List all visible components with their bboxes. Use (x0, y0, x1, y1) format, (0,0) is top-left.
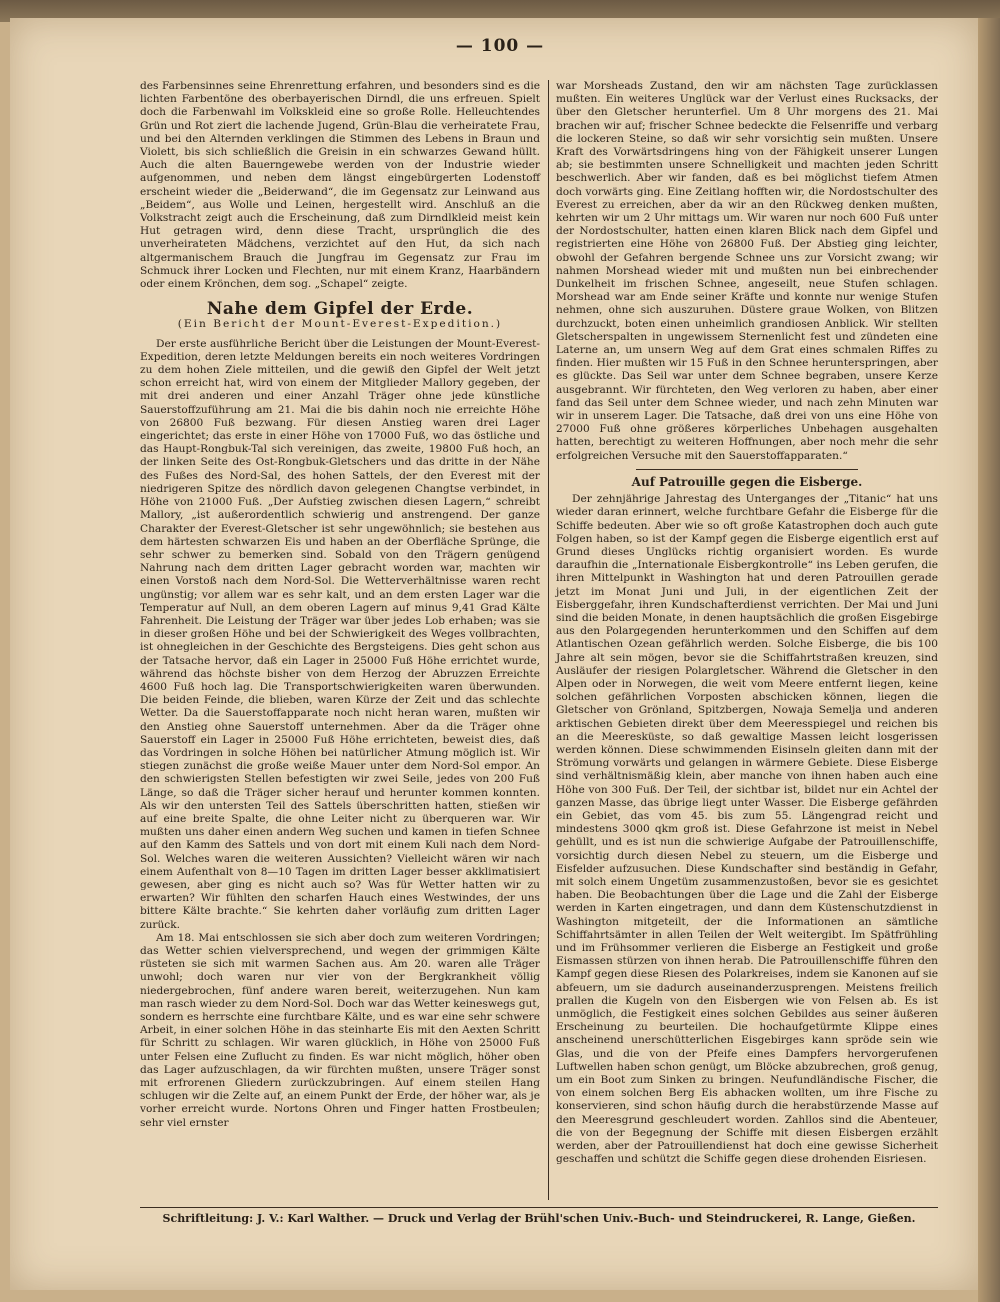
intro-paragraph: des Farbensinnes seine Ehrenrettung erfahren, und besonders sind es die lichten Farbentöne des oberbayerischen Dirndl, die uns erfreuen. Spielt doch die Farbenwahl im Volkskleid eine so große Rolle. Helleuchtendes Grün und Rot ziert die lachende Jugend, Grün-Blau die verheiratete Frau, und bei den Alternden verklingen die Stimmen des Lebens in Braun und Violett, bis sich schließlich die Greisin in ein schwarzes Gewand hüllt. Auch die alten Bauerngewebe werden von der Industrie wieder aufgenommen, und neben dem längst eingebürgerten Lodenstoff erscheint wieder die „Beiderwand“, die im Gegensatz zur Leinwand aus „Beidem“, aus Wolle und Leinen, hergestellt wird. Anschluß an die Volkstracht zeigt auch die Erscheinung, daß zum Dirndlkleid meist kein Hut getragen wird, denn diese Tracht, ursprünglich die des unverheirateten Mädchens, verzichtet auf den Hut, da sich nach altgermanischem Brauch die Jungfrau im Gegensatz zur Frau im Schmuck ihrer Locken und Flechten, nur mit einem Kranz, Haarbändern oder einem Krönchen, dem sog. „Schapel“ zeigte. (140, 80, 540, 291)
article-separator (636, 469, 858, 470)
left-column (140, 80, 540, 1130)
page-edge-right (978, 18, 1000, 1302)
everest-paragraph-2: Am 18. Mai entschlossen sie sich aber doch zum weiteren Vordringen; das Wetter schien vielversprechend, und wegen der grimmigen Kälte rüsteten sie sich mit warmen Sachen aus. Am 20. waren alle Träger unwohl; doch waren nur vier von der Bergkrankheit völlig niedergebrochen, fünf andere waren bereit, weiterzugehen. Nun kam man rasch wieder zu dem Nord-Sol. Doch war das Wetter keineswegs gut, sondern es herrschte eine furchtbare Kälte, und es war eine sehr schwere Arbeit, in einer solchen Höhe in das steinharte Eis mit den Aexten Schritt für Schritt zu schlagen. Wir waren glücklich, in Höhe von 25000 Fuß unter Felsen eine Zuflucht zu finden. Es war nicht möglich, höher oben das Lager aufzuschlagen, da wir fürchten mußten, unsere Träger sonst mit erfrorenen Gliedern zurückzubringen. Auf einem steilen Hang schlugen wir die Zelte auf, an einem Punkt der Erde, der höher war, als je vorher erreicht wurde. Nortons Ohren und Finger hatten Frostbeulen; sehr viel ernster (140, 931, 540, 1129)
imprint-footer: Schriftleitung: J. V.: Karl Walther. — Druck und Verlag der Brühl'schen Univ.-Buch- und Steindruckerei, R. Lange, Gießen. (162, 1212, 916, 1225)
everest-paragraph-continued: war Morsheads Zustand, den wir am nächsten Tage zurücklassen mußten. Ein weiteres Unglück war der Verlust eines Rucksacks, der über den Gletscher herunterfiel. Um 8 Uhr morgens des 21. Mai brachen wir auf; frischer Schnee bedeckte die Felsenriffe und verbarg die lockeren Steine, so daß wir sehr vorsichtig sein mußten. Unsere Kraft des Vorwärtsdringens hing von der Fähigkeit unserer Lungen ab; sie bestimmten unsere Schnelligkeit und machten jeden Schritt beschwerlich. Aber wir fanden, daß es bei möglichst tiefem Atmen doch vorwärts ging. Eine Zeitlang hofften wir, die Nordostschulter des Everest zu erreichen, aber da wir an den Rückweg denken mußten, kehrten wir um 2 Uhr mittags um. Wir waren nur noch 600 Fuß unter der Nordostschulter, hatten einen klaren Blick nach dem Gipfel und registrierten eine Höhe von 26800 Fuß. Der Abstieg ging leichter, obwohl der Gefahren bergende Schnee uns zur Vorsicht zwang; wir nahmen Morshead wieder mit und mußten nun bei einbrechender Dunkelheit im frischen Schnee, angeseilt, neue Stufen schlagen. Morshead war am Ende seiner Kräfte und konnte nur wenige Stufen nehmen, ohne sich auszuruhen. Düstere graue Wolken, von Blitzen durchzuckt, boten einen unheimlich grandiosen Anblick. Wir stellten Gletscherspalten in ungewissem Sternenlicht fest und zündeten eine Laterne an, um unsern Weg auf dem Grat eines schmalen Riffes zu finden. Hier mußten wir 15 Fuß in den Schnee herunterspringen, aber es glückte. Das Seil war unter dem Schnee begraben, unsere Kerze ausgebrannt. Wir fürchteten, den Weg verloren zu haben, aber einer fand das Seil unter dem Schnee wieder, und nach zehn Minuten war wir in unserem Lager. Die Tatsache, daß drei von uns eine Höhe von 27000 Fuß ohne größeres körperliches Unbehagen ausgehalten hatten, berechtigt zu weiteren Hoffnungen, aber noch mehr die sehr erfolgreichen Versuche mit den Sauerstoffapparaten.“ (556, 80, 938, 462)
column-divider (548, 80, 549, 1200)
everest-paragraph-1: Der erste ausführliche Bericht über die Leistungen der Mount-Everest-Expedition, deren letzte Meldungen bereits ein noch weiteres Vordringen zu dem hohen Ziele mitteilen, und die gewiß den Gipfel der Welt jetzt schon erreicht hat, wird von einem der Mitglieder Mallory gegeben, der mit drei anderen und einer Anzahl Träger ohne jede künstliche Sauerstoffzuführung am 21. Mai die bis dahin noch nie erreichte Höhe von 26800 Fuß bezwang. Für diesen Anstieg waren drei Lager eingerichtet; das erste in einer Höhe von 17000 Fuß, wo das östliche und das Haupt-Rongbuk-Tal sich vereinigen, das zweite, 19800 Fuß hoch, an der linken Seite des Ost-Rongbuk-Gletschers und das dritte in der Nähe des Fußes des Nord-Sal, des hohen Sattels, der den Everest mit der niedrigeren Spitze des nördlich davon gelegenen Changtse verbindet, in Höhe von 21000 Fuß. „Der Aufstieg zwischen diesen Lagern,“ schreibt Mallory, „ist außerordentlich schwierig und anstrengend. Der ganze Charakter der Everest-Gletscher ist sehr ungewöhnlich; sie bestehen aus dem härtesten schwarzen Eis und haben an der Oberfläche Sprünge, die sehr schwer zu bemerken sind. Sobald von den Trägern genügend Nahrung nach dem dritten Lager gebracht worden war, machten wir einen Vorstoß nach dem Nord-Sol. Die Wetterverhältnisse waren recht ungünstig; vor allem war es sehr kalt, und an dem ersten Lager war die Temperatur auf Null, an dem oberen Lagern auf minus 9,41 Grad Kälte Fahrenheit. Die Leistung der Träger war über jedes Lob erhaben; was sie in dieser großen Höhe und bei der Schwierigkeit des Weges vollbrachten, ist ohnegleichen in der Geschichte des Bergsteigens. Dies geht schon aus der Tatsache hervor, daß ein Lager in 25000 Fuß Höhe errichtet wurde, während das höchste bisher von dem Herzog der Abruzzen Erreichte 4600 Fuß hoch lag. Die Transportschwierigkeiten waren überwunden. Die beiden Feinde, die blieben, waren Kürze der Zeit und das schlechte Wetter. Da die Sauerstoffapparate noch nicht heran waren, mußten wir den Anstieg ohne Sauerstoff unternehmen. Aber da die Träger ohne Sauerstoff ein Lager in 25000 Fuß Höhe errichteten, beweist dies, daß das Vordringen in solche Höhen bei natürlicher Atmung möglich ist. Wir stiegen zunächst die große weiße Mauer unter dem Nord-Sol empor. An den schwierigsten Stellen befestigten wir zwei Seile, jedes von 200 Fuß Länge, so daß die Träger sicher herauf und herunter kommen konnten. Als wir den untersten Teil des Sattels überschritten hatten, stießen wir auf eine breite Spalte, die ohne Leiter nicht zu überqueren war. Wir mußten uns daher einen andern Weg suchen und kamen in tiefen Schnee auf den Kamm des Sattels und von dort mit einem Kuli nach dem Nord-Sol. Welches waren die weiteren Aussichten? Vielleicht wären wir nach einem Aufenthalt von 8—10 Tagen im dritten Lager besser akklimatisiert gewesen, aber ging es nicht auch so? Was für Wetter hatten wir zu erwarten? Wir fühlten den scharfen Hauch eines Westwindes, der uns bittere Kälte brachte.“ Sie kehrten daher vorläufig zum dritten Lager zurück. (140, 337, 540, 931)
eisberge-paragraph: Der zehnjährige Jahrestag des Unterganges der „Titanic“ hat uns wieder daran erinnert, welche furchtbare Gefahr die Eisberge für die Schiffe bedeuten. Aber wie so oft große Katastrophen doch auch gute Folgen haben, so ist der Kampf gegen die Eisberge eigentlich erst auf Grund dieses Unglücks richtig organisiert worden. Es wurde daraufhin die „Internationale Eisbergkontrolle“ ins Leben gerufen, die ihren Mittelpunkt in Washington hat und deren Patrouillen gerade jetzt im Monat Juni und Juli, in der eigentlichen Zeit der Eisberggefahr, ihren Kundschafterdienst verrichten. Der Mai und Juni sind die beiden Monate, in denen hauptsächlich die großen Eisgebirge aus den Polargegenden herunterkommen und den Schiffen auf dem Atlantischen Ozean gefährlich werden. Solche Eisberge, die bis 100 Jahre alt sein mögen, bevor sie die Schiffahrtstraßen kreuzen, sind Ausläufer der riesigen Polargletscher. Während die Gletscher in den Alpen oder in Norwegen, die weit vom Meere entfernt liegen, keine solchen gefährlichen Vorposten abschicken können, liegen die Gletscher von Grönland, Spitzbergen, Nowaja Semelja und anderen arktischen Gebieten direkt über dem Meeresspiegel und reichen bis an die Meeresküste, so daß gewaltige Massen leicht losgerissen werden können. Diese schwimmenden Eisinseln gleiten dann mit der Strömung vorwärts und gelangen in wärmere Gebiete. Diese Eisberge sind verhältnismäßig klein, aber manche von ihnen haben auch eine Höhe von 300 Fuß. Der Teil, der sichtbar ist, bildet nur ein Achtel der ganzen Masse, das übrige liegt unter Wasser. Die Eisberge gefährden ein Gebiet, das vom 45. bis zum 55. Längengrad reicht und mindestens 3000 qkm groß ist. Diese Gefahrzone ist meist in Nebel gehüllt, und es ist nun die schwierige Aufgabe der Patrouillenschiffe, vorsichtig durch diesen Nebel zu steuern, um die Eisberge und Eisfelder aufzusuchen. Diese Kundschafter sind beständig in Gefahr, mit solch einem Ungetüm zusammenzustoßen, bevor sie es gesichtet haben. Die Beobachtungen über die Lage und die Zahl der Eisberge werden in Karten eingetragen, und dann dem Küstenschutzdienst in Washington mitgeteilt, der die Informationen an sämtliche Schiffahrtsämter in allen Teilen der Welt weitergibt. Im Spätfrühling und im Frühsommer verlieren die Eisberge an Festigkeit und große Eismassen stürzen von ihnen herab. Die Patrouillenschiffe führen den Kampf gegen diese Riesen des Polarkreises, indem sie Kanonen auf sie abfeuern, um sie dadurch auseinanderzusprengen. Meistens freilich prallen die Kugeln von den Eisbergen wie von Felsen ab. Es ist unmöglich, die Festigkeit eines solchen Gebildes aus seiner äußeren Erscheinung zu beurteilen. Die hochaufgetürmte Klippe eines anscheinend unerschütterlichen Eisgebirges kann spröde sein wie Glas, und die von der Pfeife eines Dampfers hervorgerufenen Luftwellen haben schon genügt, um Blöcke abzubrechen, groß genug, um ein Boot zum Sinken zu bringen. Neufundländische Fischer, die von einem solchen Berg Eis abhacken wollten, um ihre Fische zu konservieren, sind schon häufig durch die herabstürzende Masse auf den Meeresgrund geschleudert worden. Zahllos sind die Abenteuer, die von der Begegnung der Schiffe mit diesen Eisbergen erzählt werden, aber der Patrouillendienst hat doch eine gewisse Sicherheit geschaffen und schützt die Schiffe gegen diese drohenden Eisriesen. (556, 493, 938, 1166)
right-column (556, 80, 938, 1166)
article-heading-everest: Nahe dem Gipfel der Erde. (206, 299, 474, 320)
article-subheading-everest: (Ein Bericht der Mount-Everest-Expedition.) (177, 318, 503, 331)
footer-rule (140, 1207, 938, 1208)
article-heading-eisberge: Auf Patrouille gegen die Eisberge. (631, 474, 863, 489)
page-number: — 100 — (455, 36, 545, 56)
